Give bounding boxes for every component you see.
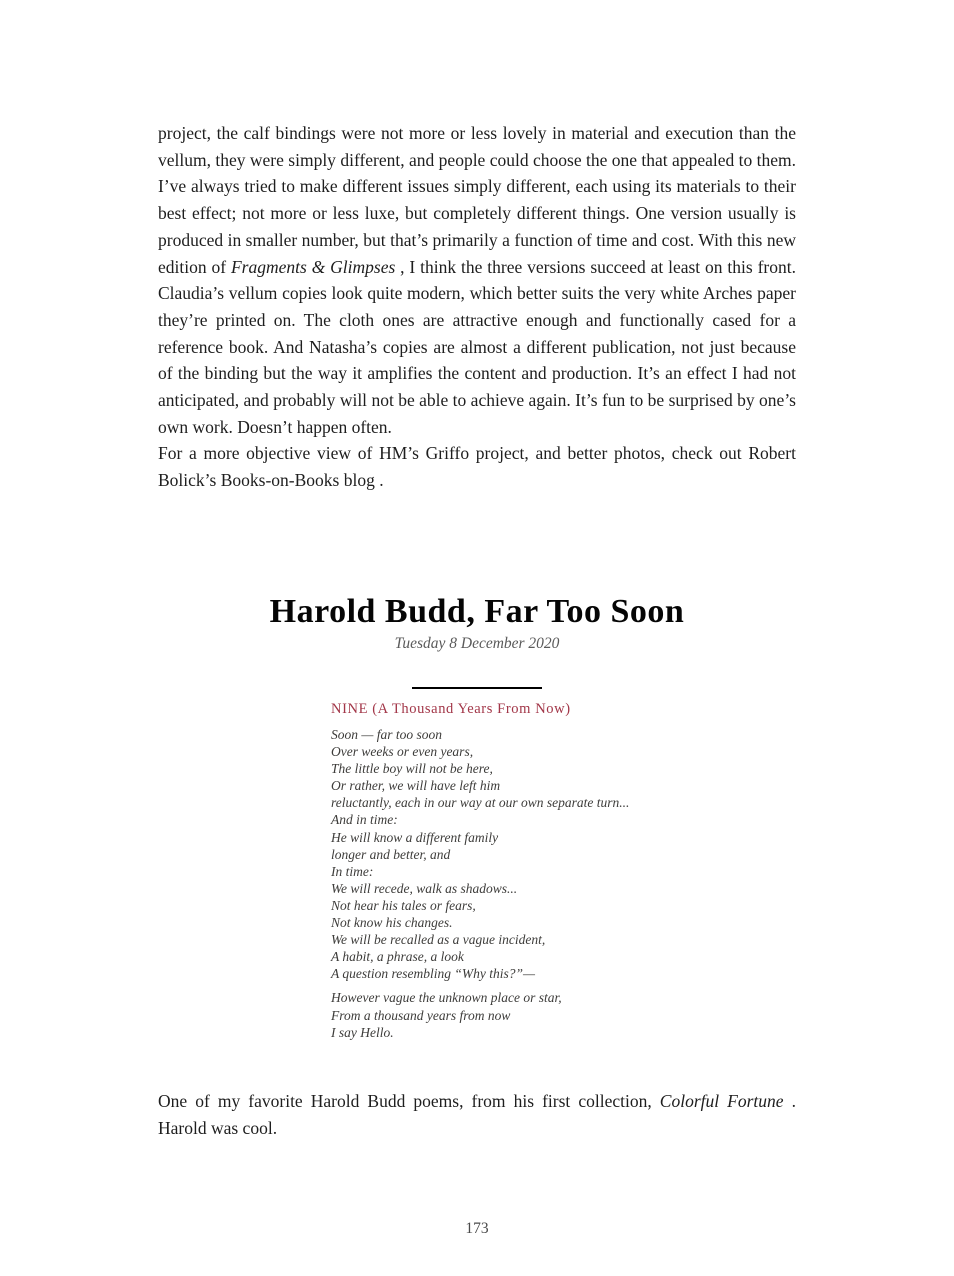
- book-title-italic: Colorful Fortune: [659, 1091, 784, 1111]
- poem-line: reluctantly, each in our way at our own separate turn...: [331, 795, 630, 811]
- post-title: Harold Budd, Far Too Soon: [269, 593, 685, 630]
- poem-line: A habit, a phrase, a look: [331, 949, 464, 965]
- poem-line: Soon — far too soon: [331, 727, 443, 742]
- post-header: [0, 593, 954, 653]
- poem-line: From a thousand years from now: [331, 1007, 511, 1023]
- poem-line: longer and better, and: [331, 846, 451, 862]
- poem-stanza-2: [331, 989, 623, 1040]
- closing-text-block: [158, 1088, 796, 1141]
- paragraph-text: One of my favorite Harold Budd poems, from his first collection,: [158, 1091, 660, 1111]
- body-text-block: [158, 120, 796, 494]
- paragraph-closing: [158, 1088, 796, 1141]
- poem-stanza-1: [331, 726, 630, 982]
- poem-line: The little boy will not be here,: [331, 761, 493, 777]
- poem-line: And in time:: [331, 812, 398, 828]
- page-number: 173: [465, 1220, 489, 1237]
- poem-text: [331, 726, 630, 1041]
- paragraph-continuation: [158, 120, 796, 440]
- book-title-italic: Fragments & Glimpses: [230, 256, 396, 277]
- page-footer: [0, 1220, 954, 1238]
- poem-line: Not hear his tales or fears,: [331, 897, 476, 913]
- horizontal-rule: [412, 687, 542, 689]
- paragraph-text: project, the calf bindings were not more or less lovely in material and execution than the vellum, they were simply different, and people could choose the one that appealed to them. I’ve always tried to make different issues simply different, each using its materials to their best effect; not more or less luxe, but completely different things. One version usually is produced in smaller number, but that’s primarily a function of time and cost. With this new edition of: [158, 123, 796, 277]
- poem-block: [331, 687, 630, 1041]
- poem-line: Over weeks or even years,: [331, 744, 474, 760]
- poem-line: However vague the unknown place or star,: [331, 990, 562, 1006]
- post-date: Tuesday 8 December 2020: [394, 635, 560, 652]
- paragraph-text: . Harold was cool.: [158, 1091, 796, 1138]
- poem-line: We will recede, walk as shadows...: [331, 880, 518, 896]
- poem-title: NINE (A Thousand Years From Now): [331, 701, 571, 717]
- poem-line: In time:: [331, 863, 374, 879]
- poem-line: He will know a different family: [331, 829, 499, 845]
- poem-line: A question resembling “Why this?”—: [331, 966, 536, 982]
- poem-line: Or rather, we will have left him: [331, 778, 501, 794]
- paragraph-text: , I think the three versions succeed at least on this front. Claudia’s vellum copies look quite modern, which better suits the very white Arches paper they’re printed on. The cloth ones are attractive enough and functionally cased for a reference book. And Natasha’s copies are almost a different publication, not just because of the binding but the way it amplifies the content and production. It’s an effect I had not anticipated, and probably will not be able to achieve again. It’s fun to be surprised by one’s own work. Doesn’t happen often.: [158, 256, 796, 437]
- poem-line: We will be recalled as a vague incident,: [331, 932, 546, 948]
- poem-figure: [0, 687, 954, 1041]
- poem-line: Not know his changes.: [331, 915, 453, 931]
- paragraph-blog-reference: For a more objective view of HM’s Griffo project, and better photos, check out Robert Bolick’s Books-on-Books blog .: [158, 443, 796, 491]
- poem-line: I say Hello.: [331, 1024, 394, 1040]
